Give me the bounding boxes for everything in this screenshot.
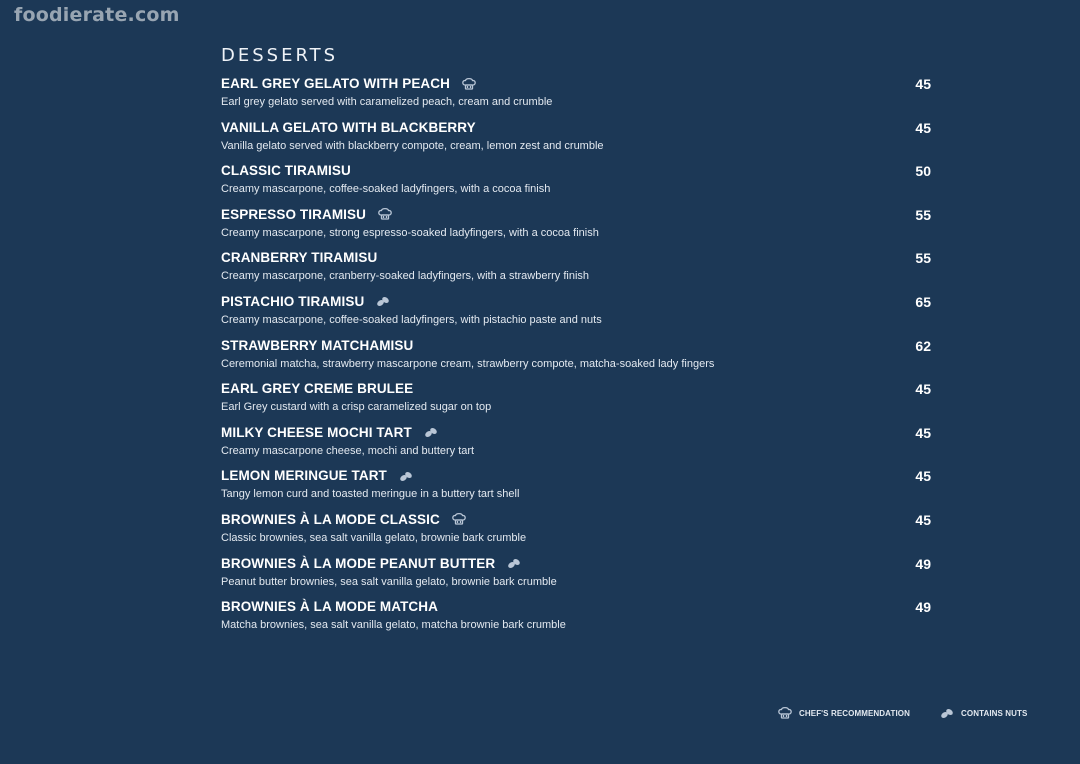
menu-item-name-row bbox=[221, 381, 413, 396]
menu-item-name: LEMON MERINGUE TART bbox=[221, 468, 387, 484]
menu-item bbox=[221, 467, 933, 511]
menu-item-name-row bbox=[221, 556, 522, 571]
menu-items-list bbox=[221, 75, 933, 642]
menu-item-name: MILKY CHEESE MOCHI TART bbox=[221, 424, 412, 440]
nuts-icon bbox=[398, 469, 414, 483]
menu-item bbox=[221, 380, 933, 424]
nuts-icon bbox=[423, 425, 439, 439]
menu-item-description: Creamy mascarpone, coffee-soaked ladyfingers, with a cocoa finish bbox=[221, 183, 551, 196]
menu-item bbox=[221, 337, 933, 381]
menu-item-description: Vanilla gelato served with blackberry compote, cream, lemon zest and crumble bbox=[221, 139, 604, 152]
menu-item-name: PISTACHIO TIRAMISU bbox=[221, 293, 365, 309]
legend-chef-recommendation bbox=[777, 706, 910, 720]
menu-item-name-row bbox=[221, 76, 477, 91]
menu-item-name: BROWNIES À LA MODE PEANUT BUTTER bbox=[221, 555, 496, 571]
menu-item bbox=[221, 162, 933, 206]
chef-hat-icon bbox=[377, 207, 393, 221]
menu-item-name-row bbox=[221, 163, 351, 178]
menu-item-name-row bbox=[221, 599, 438, 614]
menu-item-name-row bbox=[221, 425, 439, 440]
menu-item-price: 45 bbox=[915, 511, 931, 528]
menu-item-name: BROWNIES À LA MODE MATCHA bbox=[221, 599, 438, 615]
menu-item-price: 45 bbox=[915, 381, 931, 398]
menu-item-description: Earl grey gelato served with caramelized peach, cream and crumble bbox=[221, 96, 553, 108]
menu-item-price: 55 bbox=[915, 250, 931, 267]
menu-item bbox=[221, 511, 933, 555]
menu-item-description: Creamy mascarpone cheese, mochi and buttery tart bbox=[221, 444, 475, 457]
menu-item-description: Tangy lemon curd and toasted meringue in a buttery tart shell bbox=[221, 488, 520, 501]
menu-item-name-row bbox=[221, 512, 467, 527]
legend-nuts-label: CONTAINS NUTS bbox=[961, 708, 1028, 718]
chef-hat-icon bbox=[777, 706, 793, 720]
menu-item bbox=[221, 424, 933, 468]
menu-item-description: Creamy mascarpone, cranberry-soaked ladyfingers, with a strawberry finish bbox=[221, 270, 590, 283]
menu-item-name-row bbox=[221, 338, 413, 353]
nuts-icon bbox=[939, 706, 955, 720]
menu-item bbox=[221, 75, 933, 119]
menu-item bbox=[221, 555, 933, 599]
menu-item-name-row bbox=[221, 294, 391, 309]
menu-item-price: 49 bbox=[915, 555, 931, 572]
menu-item-name-row bbox=[221, 250, 377, 265]
menu-item bbox=[221, 598, 933, 642]
menu-item-price: 62 bbox=[915, 337, 931, 354]
menu-item-price: 45 bbox=[915, 76, 931, 92]
legend-chef-label: CHEF'S RECOMMENDATION bbox=[799, 708, 910, 718]
chef-hat-icon bbox=[451, 512, 467, 526]
menu-item-price: 65 bbox=[915, 293, 931, 310]
menu-item bbox=[221, 249, 933, 293]
menu-item-description: Earl Grey custard with a crisp caramelized sugar on top bbox=[221, 401, 492, 414]
menu-item bbox=[221, 206, 933, 250]
menu-item-price: 45 bbox=[915, 468, 931, 485]
menu-item-name: EARL GREY GELATO WITH PEACH bbox=[221, 76, 450, 91]
menu-item-name: CLASSIC TIRAMISU bbox=[221, 163, 351, 179]
menu-item bbox=[221, 119, 933, 163]
menu-item-price: 49 bbox=[915, 599, 931, 616]
menu-item-name-row bbox=[221, 207, 393, 222]
menu-item-price: 50 bbox=[915, 163, 931, 180]
menu-item-name: STRAWBERRY MATCHAMISU bbox=[221, 337, 414, 353]
nuts-icon bbox=[375, 294, 391, 308]
menu-item-price: 45 bbox=[915, 119, 931, 136]
menu-item-name: CRANBERRY TIRAMISU bbox=[221, 250, 378, 266]
menu-item-description: Ceremonial matcha, strawberry mascarpone cream, strawberry compote, matcha-soaked lady fingers bbox=[221, 357, 715, 370]
nuts-icon bbox=[506, 556, 522, 570]
menu-item-name: EARL GREY CREME BRULEE bbox=[221, 381, 414, 397]
chef-hat-icon bbox=[461, 77, 477, 91]
menu-item-description: Creamy mascarpone, coffee-soaked ladyfingers, with pistachio paste and nuts bbox=[221, 313, 602, 326]
menu-item-description: Peanut butter brownies, sea salt vanilla gelato, brownie bark crumble bbox=[221, 575, 557, 588]
menu-item-price: 45 bbox=[915, 424, 931, 441]
menu-item bbox=[221, 293, 933, 337]
section-title: DESSERTS bbox=[221, 45, 339, 66]
menu-item-name: VANILLA GELATO WITH BLACKBERRY bbox=[221, 119, 476, 135]
menu-item-price: 55 bbox=[915, 206, 931, 223]
watermark: foodierate.com bbox=[14, 4, 180, 26]
menu-item-name: BROWNIES À LA MODE CLASSIC bbox=[221, 511, 440, 527]
menu-item-description: Classic brownies, sea salt vanilla gelato, brownie bark crumble bbox=[221, 531, 527, 544]
menu-item-name: ESPRESSO TIRAMISU bbox=[221, 206, 366, 222]
legend-contains-nuts bbox=[939, 706, 1027, 720]
menu-item-name-row bbox=[221, 120, 476, 135]
menu-item-description: Creamy mascarpone, strong espresso-soaked ladyfingers, with a cocoa finish bbox=[221, 226, 599, 239]
menu-item-description: Matcha brownies, sea salt vanilla gelato, matcha brownie bark crumble bbox=[221, 619, 566, 632]
menu-item-name-row bbox=[221, 468, 414, 483]
